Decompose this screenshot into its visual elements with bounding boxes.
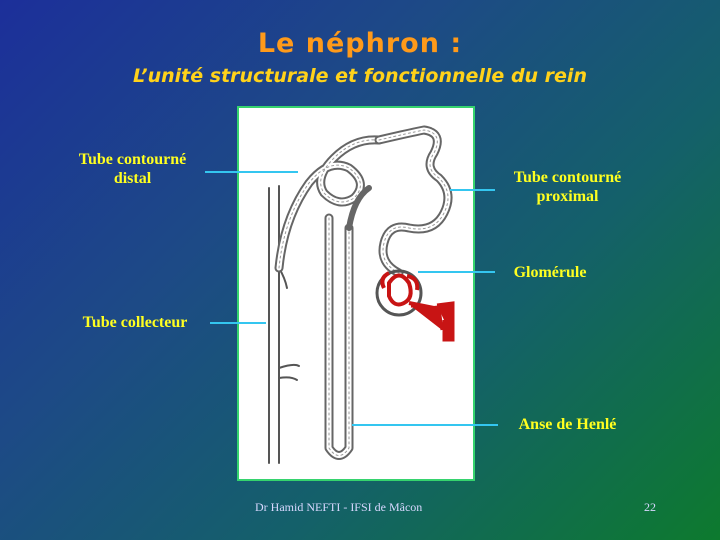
label-distal-line2: distal [113, 170, 152, 187]
label-proximal-line1: Tube contourné [513, 169, 622, 186]
label-proximal-tubule [490, 168, 645, 206]
label-distal-tubule [55, 150, 210, 188]
footer-page-number: 22 [644, 500, 656, 514]
slide-subtitle: L’unité structurale et fonctionnelle du rein [133, 65, 587, 87]
footer-author: Dr Hamid NEFTI - IFSI de Mâcon [255, 500, 423, 514]
label-glomerule: Glomérule [513, 264, 587, 281]
label-collecting-duct: Tube collecteur [82, 314, 188, 331]
label-loop-of-henle: Anse de Henlé [518, 416, 617, 433]
label-distal-line1: Tube contourné [78, 151, 187, 168]
label-proximal-line2: proximal [536, 188, 599, 205]
slide-title: Le néphron : [257, 28, 463, 59]
